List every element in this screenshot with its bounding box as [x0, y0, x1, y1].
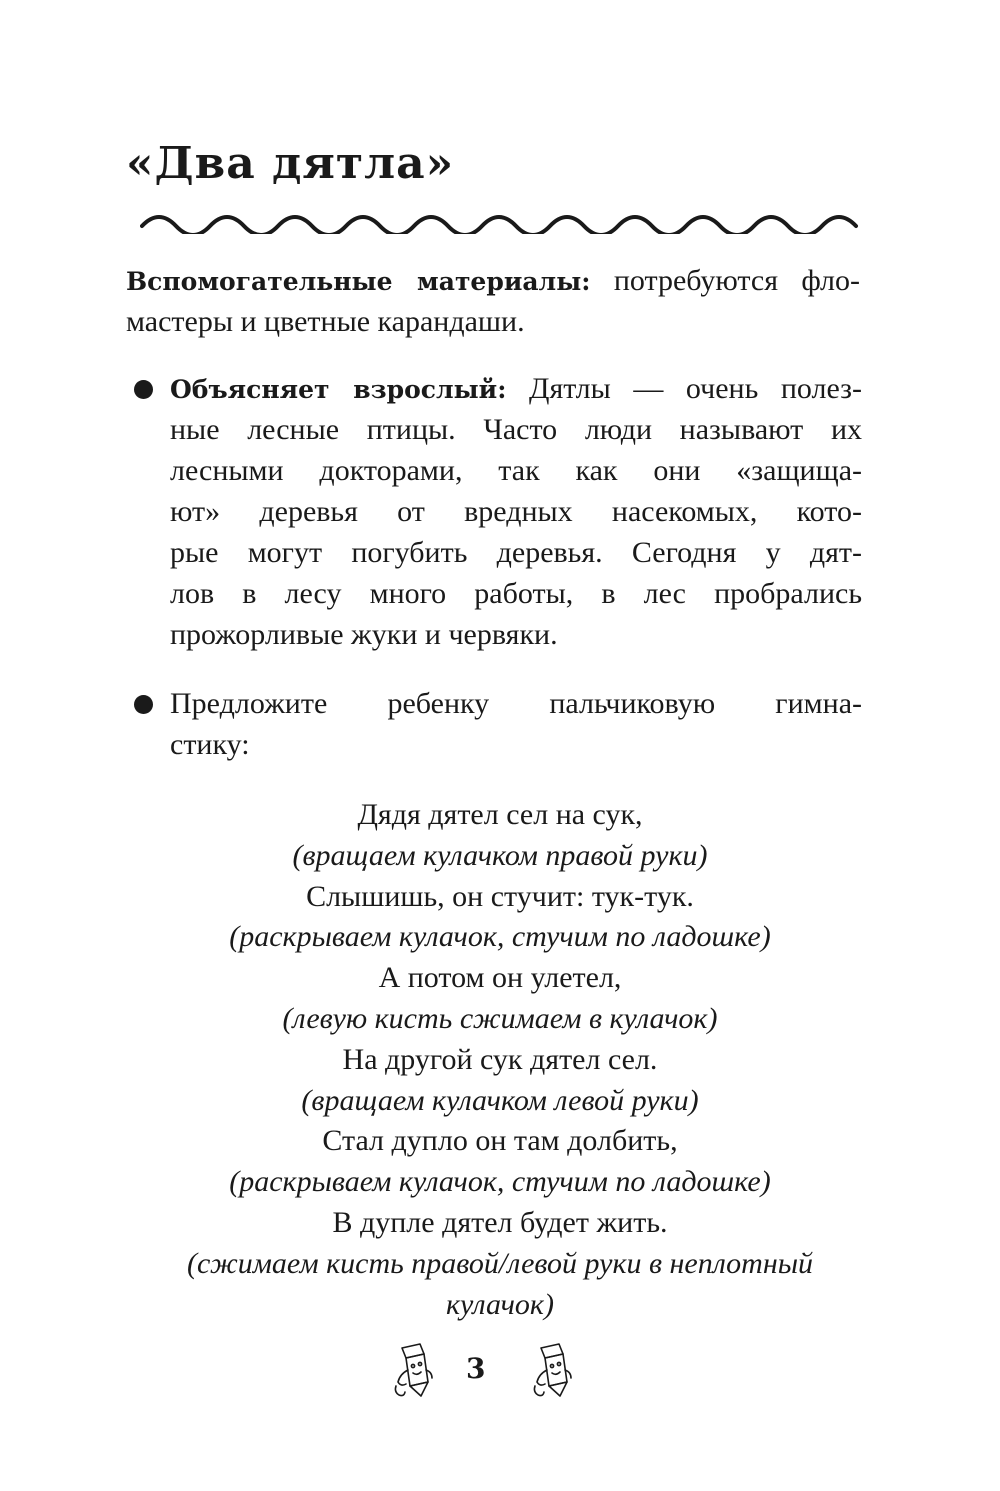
page-number: 3: [466, 1352, 486, 1385]
explanation-text-7: прожорливые жуки и червяки.: [170, 618, 558, 651]
poem-verse: А потом он улетел,: [378, 961, 622, 995]
poem-instruction: (сжимаем кисть правой/левой руки в неплотный: [186, 1246, 814, 1280]
poem-instruction: (раскрываем кулачок, стучим по ладошке): [229, 920, 771, 954]
bullet-icon: [134, 695, 153, 714]
materials-label: Вспомогательные материалы:: [126, 267, 591, 296]
poem-instruction: (вращаем кулачком левой руки): [301, 1083, 699, 1117]
explanation-label: Объясняет взрослый:: [170, 375, 507, 404]
page-footer: [0, 1340, 1000, 1410]
suggestion-text-2: стику:: [170, 728, 250, 761]
poem-instruction: (раскрываем кулачок, стучим по ладошке): [229, 1165, 771, 1199]
poem-verse: На другой сук дятел сел.: [342, 1042, 658, 1076]
suggestion-text-1: Предложите ребенку пальчиковую гимна-: [170, 687, 862, 720]
explanation-paragraph: [170, 368, 862, 655]
materials-text-1: потребуются фло-: [613, 264, 860, 297]
pencil-character-icon: [527, 1340, 575, 1402]
poem-instruction: кулачок): [446, 1287, 554, 1321]
poem-instruction: (левую кисть сжимаем в кулачок): [282, 1001, 718, 1035]
explanation-text-5: рые могут погубить деревья. Сегодня у дят-: [170, 536, 862, 569]
poem-instruction: (вращаем кулачком правой руки): [292, 838, 708, 872]
explanation-text-1: Дятлы — очень полез-: [529, 372, 862, 405]
bullet-icon: [134, 380, 153, 399]
wavy-divider-icon: [140, 204, 864, 234]
poem-verse: В дупле дятел будет жить.: [332, 1205, 668, 1239]
explanation-text-6: лов в лесу много работы, в лес пробрались: [170, 577, 862, 610]
explanation-text-3: лесными докторами, так как они «защища-: [170, 454, 862, 487]
pencil-character-icon: [388, 1340, 436, 1402]
materials-text-2: мастеры и цветные карандаши.: [126, 305, 525, 338]
page-title: «Два дятла»: [126, 138, 455, 189]
explanation-text-2: ные лесные птицы. Часто люди называют их: [170, 413, 862, 446]
finger-gymnastics-poem: [100, 795, 900, 1325]
poem-verse: Слышишь, он стучит: тук-тук.: [306, 879, 694, 913]
poem-verse: Дядя дятел сел на сук,: [357, 798, 643, 831]
poem-verse: Стал дупло он там долбить,: [322, 1124, 678, 1158]
materials-paragraph: [126, 260, 860, 342]
suggestion-paragraph: [170, 683, 862, 765]
explanation-text-4: ют» деревья от вредных насекомых, кото-: [170, 495, 862, 528]
